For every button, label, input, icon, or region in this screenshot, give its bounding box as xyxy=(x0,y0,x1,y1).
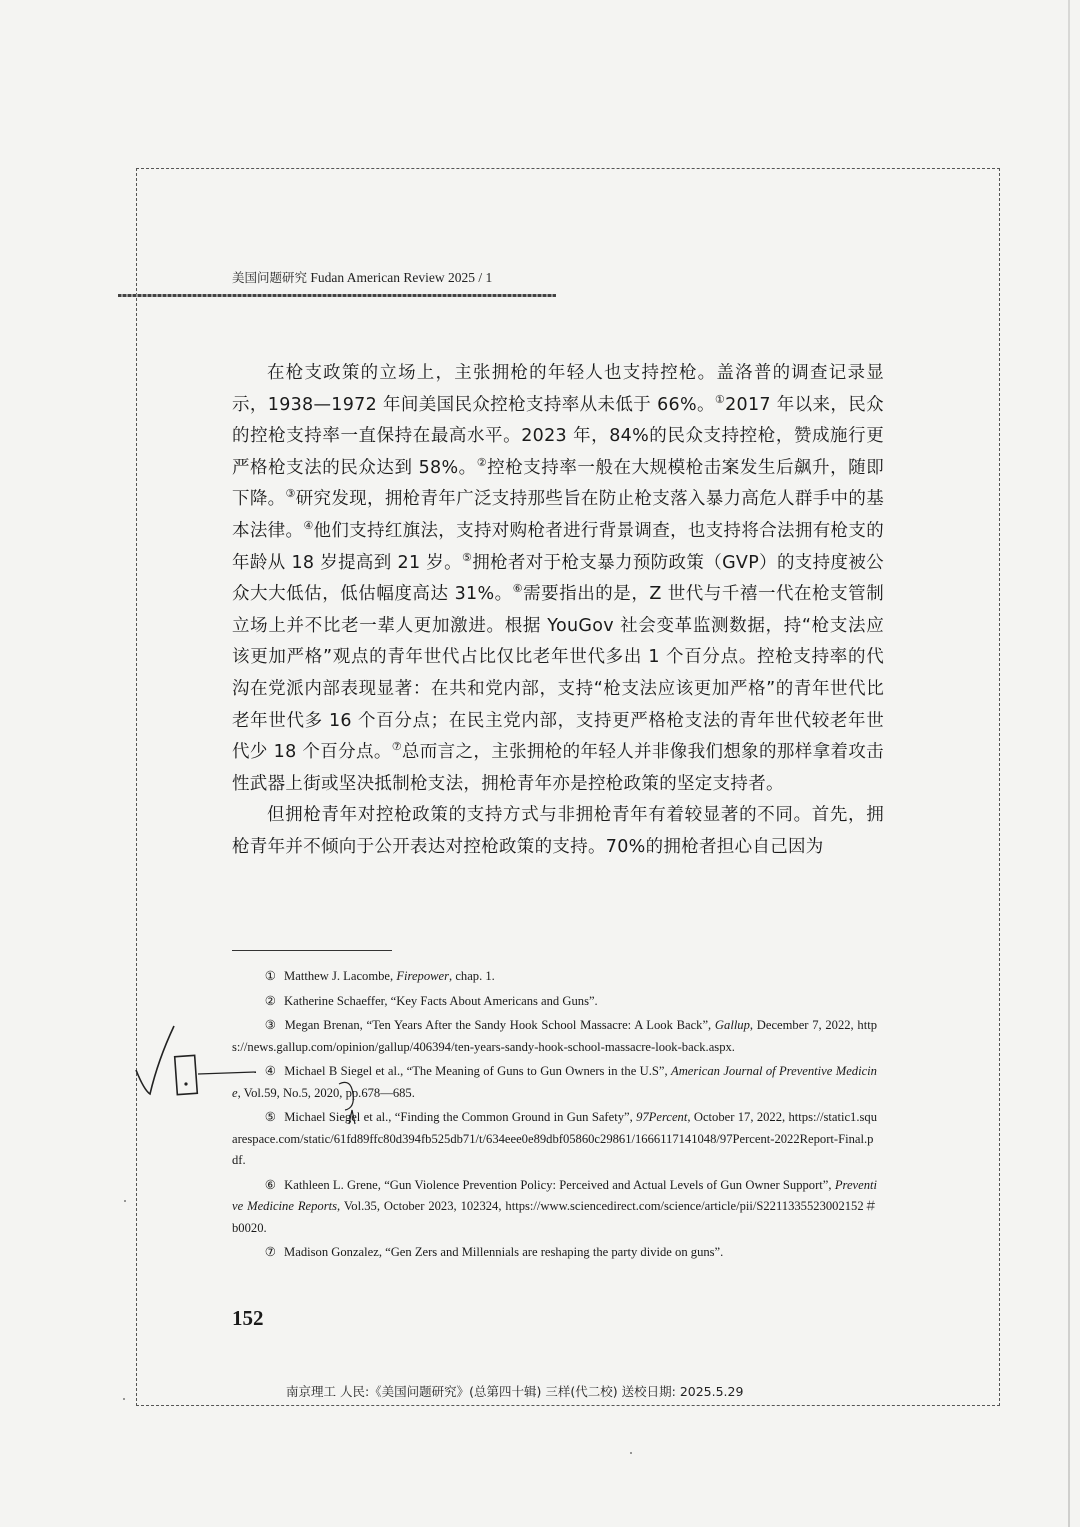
text-run: 研究发现，拥枪青年广泛支持那些旨在防止枪支落入暴力高危人群手中的基本法律。 xyxy=(232,489,884,541)
text-run: 2017 年以来，民众的控枪支持率一直保持在最高水平。2023 年，84%的民众支持控枪，赞成施行更严格枪支法的民众达到 58%。 xyxy=(232,394,884,478)
text-run: 他们支持红旗法，支持对购枪者进行背景调查，也支持将合法拥有枪支的年龄从 18 岁提高到 21 岁。 xyxy=(232,520,884,573)
handwritten-checkmark-icon xyxy=(128,1020,258,1100)
footnote-number: ① xyxy=(264,969,277,983)
footnote xyxy=(232,1107,877,1172)
footnote-text: , October 17, 2022, https://static1.squarespace.com/static/61fd89ffc80d394fb525db71/t/634eee0e89dbf05860c29861/1666117141048/97Percent-2022Report-Final.pdf. xyxy=(232,1110,877,1167)
footnote-text: , Vol.35, October 2023, 102324, https://www.sciencedirect.com/science/article/pii/S2211335523002152＃b0020. xyxy=(232,1199,877,1235)
footnote-italic: Preventive Medicine Reports xyxy=(232,1177,878,1213)
text-run: 控枪支持率一般在大规模枪击案发生后飙升，随即下降。 xyxy=(232,457,884,510)
footnote-text: , Vol.59, No.5, 2020, pp.678—685. xyxy=(237,1085,415,1100)
footnote-text: Megan Brenan, “Ten Years After the Sandy Hook School Massacre: A Look Back”, xyxy=(284,1018,715,1032)
footnote xyxy=(232,1015,877,1058)
footnote xyxy=(232,1242,877,1264)
footnote-italic: Gallup xyxy=(714,1018,750,1032)
page-number: 152 xyxy=(232,1306,264,1330)
text-run: 在枪支政策的立场上，主张拥枪的年轻人也支持控枪。盖洛普的调查记录显示，1938—1972 年间美国民众控枪支持率从未低于 66%。 xyxy=(232,363,884,415)
header-rule xyxy=(118,294,556,297)
text-run: 总而言之，主张拥枪的年轻人并非像我们想象的那样拿着攻击性武器上街或坚决抵制枪支法，拥枪青年亦是控枪政策的坚定支持者。 xyxy=(232,742,884,794)
footnote xyxy=(232,1061,877,1104)
footnote xyxy=(232,966,877,988)
footnote-text: Michael B Siegel et al., “The Meaning of Guns to Gun Owners in the U.S”, xyxy=(284,1064,671,1078)
body-text xyxy=(232,358,884,864)
footnote-ref[interactable]: ① xyxy=(714,392,726,406)
footnote-number: ⑥ xyxy=(264,1177,277,1192)
footnote-ref[interactable]: ④ xyxy=(303,519,314,533)
footnote-italic: American Journal of Preventive Medicine xyxy=(232,1064,877,1100)
footnote-text: , December 7, 2022, https://news.gallup.com/opinion/gallup/406394/ten-years-sandy-hook-school-massacre-look-back.aspx. xyxy=(232,1018,878,1054)
footnote-number: ② xyxy=(264,993,277,1008)
paragraph-2: 但拥枪青年对控枪政策的支持方式与非拥枪青年有着较显著的不同。首先，拥枪青年并不倾向于公开表达对控枪政策的支持。70%的拥枪者担心自己因为 xyxy=(232,805,884,857)
footnote xyxy=(232,1175,877,1240)
scan-speck xyxy=(123,1398,125,1400)
footnote-text: Kathleen L. Grene, “Gun Violence Prevention Policy: Perceived and Actual Levels of Gun Owner Support”, xyxy=(284,1177,835,1192)
footnote-number: ④ xyxy=(264,1064,277,1078)
footnote-ref[interactable]: ② xyxy=(476,455,488,469)
scan-speck xyxy=(124,1200,126,1202)
running-head xyxy=(232,268,492,286)
footnote-number: ⑤ xyxy=(264,1110,277,1124)
footnote-text: Matthew J. Lacombe, xyxy=(284,969,397,983)
footnote-text: Katherine Schaeffer, “Key Facts About Americans and Guns”. xyxy=(284,993,598,1008)
paragraph-1 xyxy=(232,358,884,800)
footnote-ref[interactable]: ⑤ xyxy=(462,550,473,564)
footnote-rule xyxy=(232,950,392,951)
journal-title-en: Fudan American Review 2025 / 1 xyxy=(310,270,493,285)
footnote-number: ③ xyxy=(264,1018,277,1032)
footnote-ref[interactable]: ⑥ xyxy=(512,582,524,596)
footnote-number: ⑦ xyxy=(264,1245,277,1259)
text-run: 拥枪者对于枪支暴力预防政策（GVP）的支持度被公众大大低估，低估幅度高达 31%。 xyxy=(232,552,884,605)
print-slug: 南京理工 人民:《美国问题研究》(总第四十辑) 三样(代二校) 送校日期: 2025.5.29 xyxy=(286,1384,744,1399)
footnote-text: Michael Siegel et al., “Finding the Common Ground in Gun Safety”, xyxy=(284,1110,637,1124)
footnote-ref[interactable]: ③ xyxy=(285,487,296,501)
text-run: 需要指出的是，Z 世代与千禧一代在枪支管制立场上并不比老一辈人更加激进。根据 YouGov 社会变革监测数据，持“枪支法应该更加严格”观点的青年世代占比仅比老年世代多出 1 个百分点。控枪支持率的代沟在党派内部表现显著：在共和党内部，支持“枪支法应该更加严格”的青年世代比老年世代多 16 个百分点；在民主党内部，支持更严格枪支法的青年世代较老年世代少 18 个百分点。 xyxy=(232,584,884,763)
footnote-text: , chap. 1. xyxy=(449,969,495,983)
footnote-italic: Firepower xyxy=(396,969,450,983)
footnote-italic: 97Percent xyxy=(636,1110,688,1124)
footnote-ref[interactable]: ⑦ xyxy=(391,740,402,754)
handwritten-caret-icon xyxy=(337,1080,367,1130)
journal-title-cn: 美国问题研究 xyxy=(232,270,308,285)
footnote-text: Madison Gonzalez, “Gen Zers and Millennials are reshaping the party divide on guns”. xyxy=(284,1245,724,1259)
scan-edge xyxy=(1068,0,1070,1527)
scan-speck xyxy=(630,1452,632,1454)
footnotes xyxy=(232,966,877,1267)
footnote xyxy=(232,991,877,1013)
